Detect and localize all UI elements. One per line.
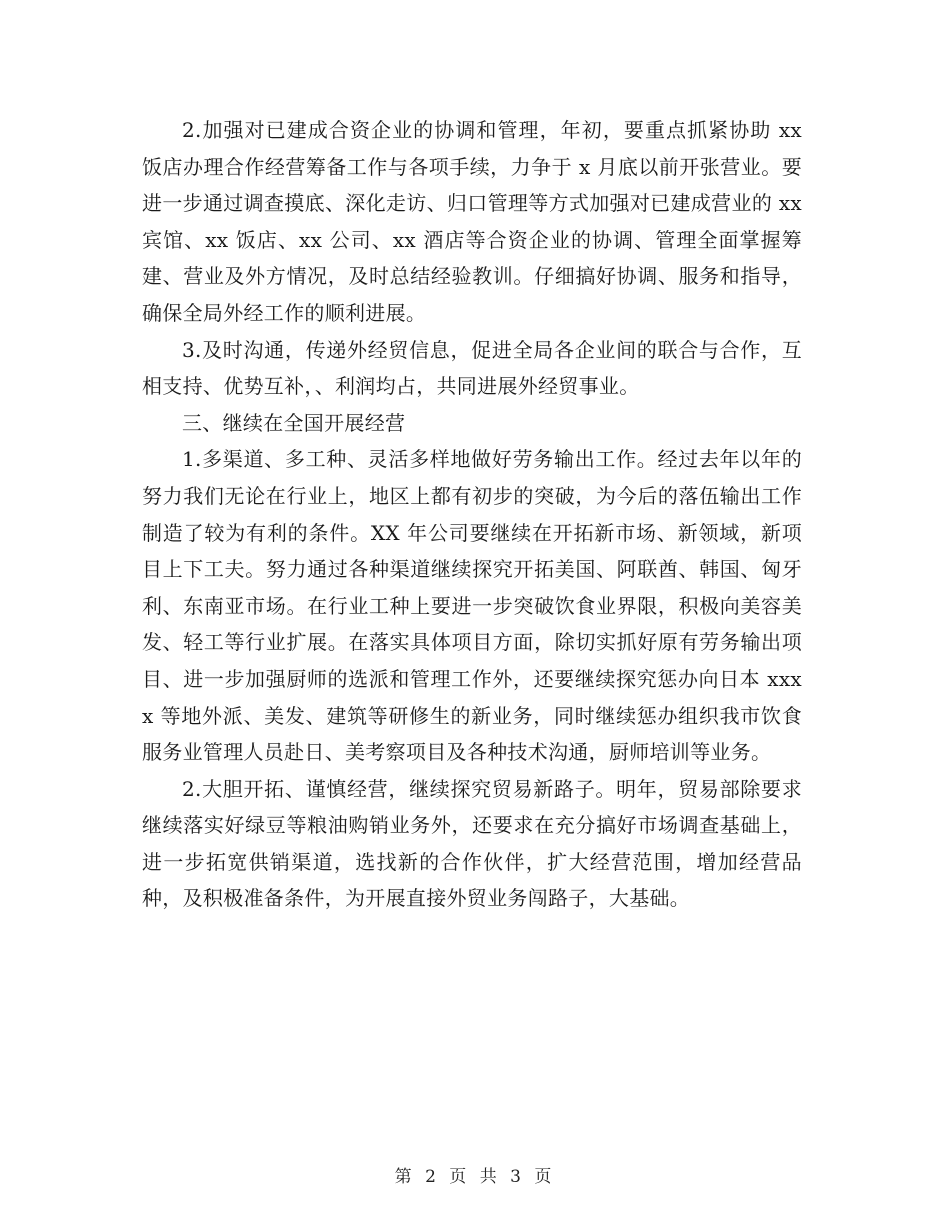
- section-heading: 三、继续在全国开展经营: [182, 410, 406, 435]
- document-body: [142, 112, 802, 917]
- paragraph-communication: 3.及时沟通，传递外经贸信息，促进全局各企业间的联合与合作，互相支持、优势互补，、利润均占，共同进展外经贸事业。: [142, 337, 802, 399]
- paragraph-trade: 2.大胆开拓、谨慎经营，继续探究贸易新路子。明年，贸易部除要求继续落实好绿豆等粮油购销业务外，还要求在充分搞好市场调查基础上，进一步拓宽供销渠道，选找新的合作伙伴，扩大经营范围，增加经营品种，及积极准备条件，为开展直接外贸业务闯路子，大基础。: [142, 776, 802, 911]
- paragraph-coordination: 2.加强对已建成合资企业的协调和管理，年初，要重点抓紧协助 xx 饭店办理合作经营筹备工作与各项手续，力争于 x 月底以前开张营业。要进一步通过调查摸底、深化走访、归口管理等方式加强对已建成营业的 xx 宾馆、xx 饭店、xx 公司、xx 酒店等合资企业的协调、管理全面掌握筹建、营业及外方情况，及时总结经验教训。仔细搞好协调、服务和指导，确保全局外经工作的顺利进展。: [142, 118, 802, 325]
- page-number-footer: 第 2 页 共 3 页: [394, 1167, 556, 1187]
- paragraph-labor-export: 1.多渠道、多工种、灵活多样地做好劳务输出工作。经过去年以年的努力我们无论在行业上，地区上都有初步的突破，为今后的落伍输出工作制造了较为有利的条件。XX 年公司要继续在开拓新市场、新领域，新项目上下工夫。努力通过各种渠道继续探究开拓美国、阿联酋、韩国、匈牙利、东南亚市场。在行业工种上要进一步突破饮食业界限，积极向美容美发、轻工等行业扩展。在落实具体项目方面，除切实抓好原有劳务输出项目、进一步加强厨师的选派和管理工作外，还要继续探究惩办向日本 xxxx 等地外派、美发、建筑等研修生的新业务，同时继续惩办组织我市饮食服务业管理人员赴日、美考察项目及各种技术沟通，厨师培训等业务。: [142, 447, 802, 765]
